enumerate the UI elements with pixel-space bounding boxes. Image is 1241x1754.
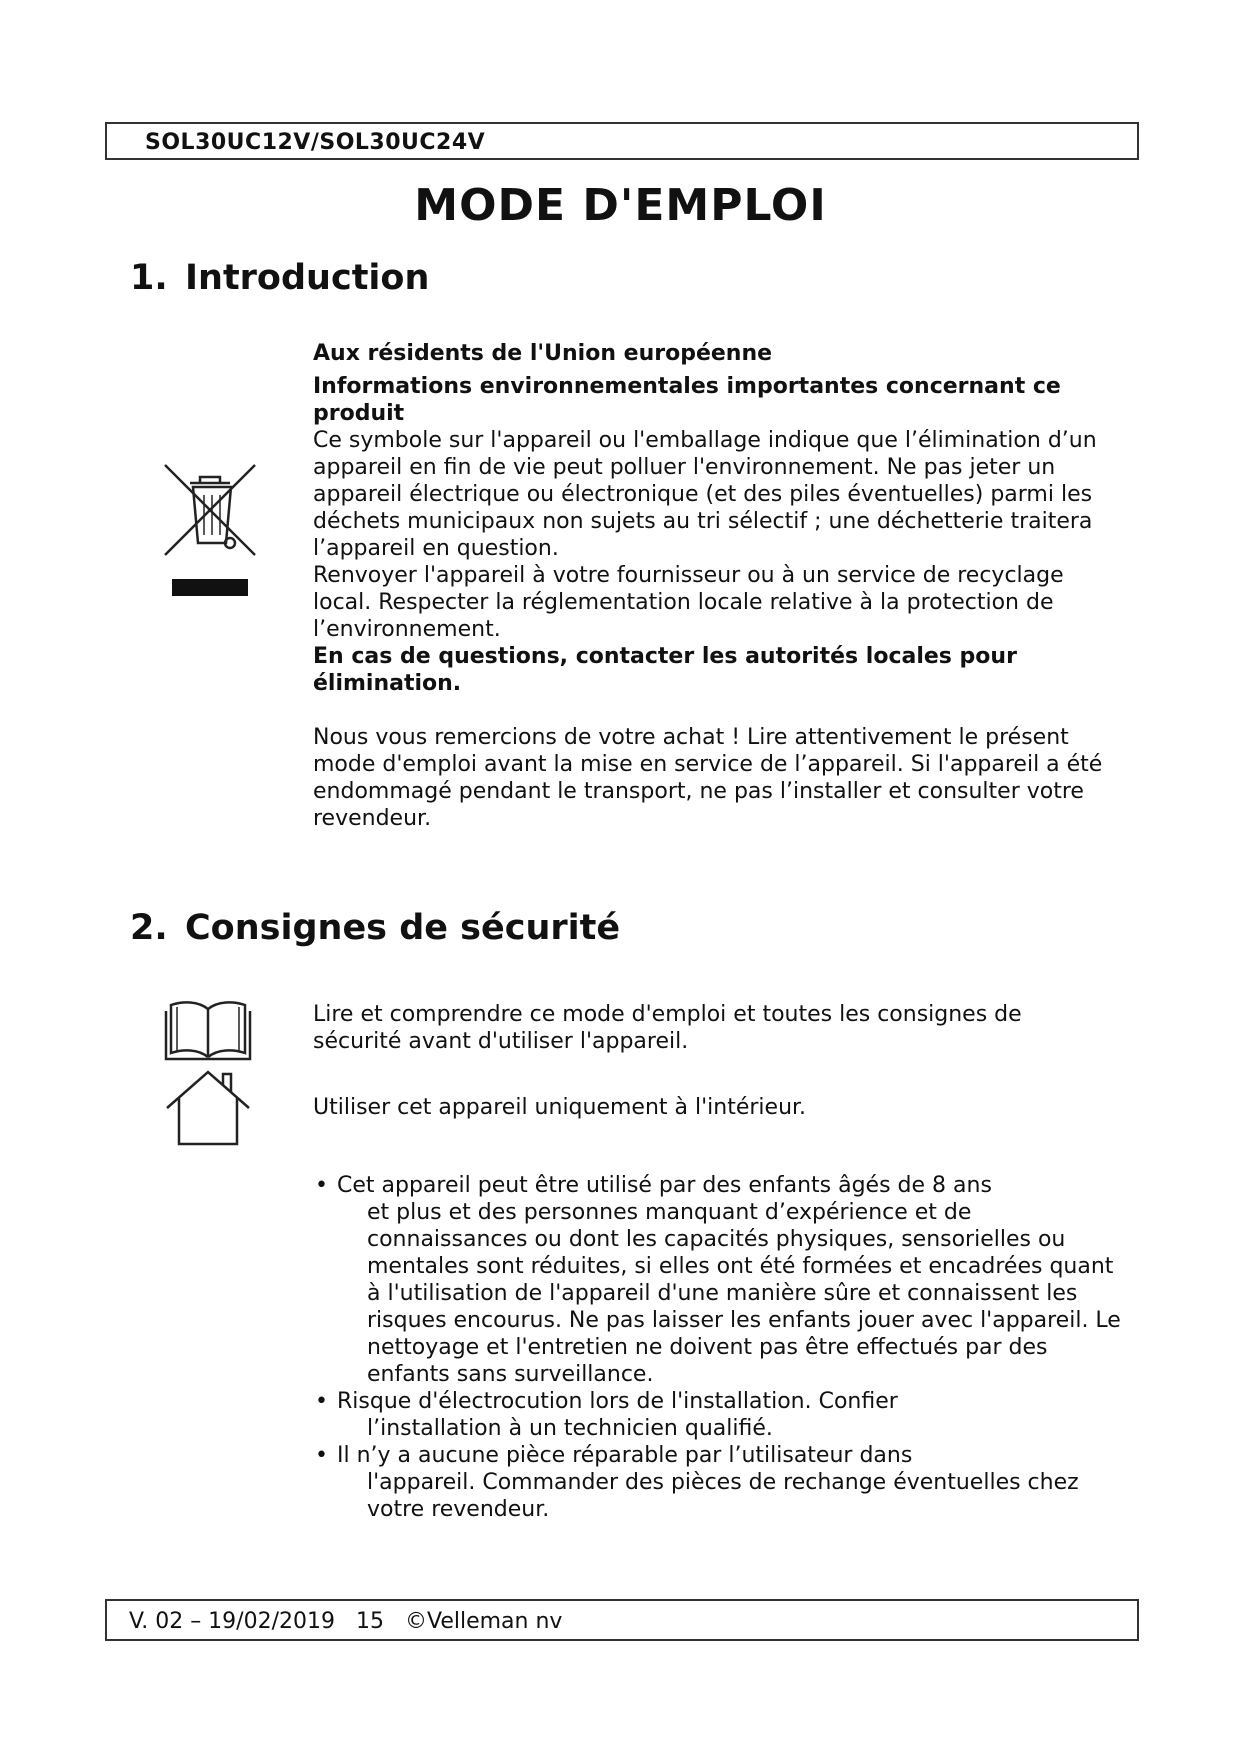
disposal-text: Ce symbole sur l'appareil ou l'emballage indique que l’élimination d’un appareil en fin de vie peut polluer l'environnement. Ne pas jeter un appareil électrique ou électronique (et des piles éventuelles) parmi les déchets municipaux non sujets au tri sélectif ; une déchetterie traitera l’appareil en question. [313, 428, 1097, 561]
bullet-continuation: l'appareil. Commander des pièces de rechange éventuelles chez votre revendeur. [367, 1470, 1079, 1522]
indoor-use-text: Utiliser cet appareil uniquement à l'intérieur. [313, 1095, 807, 1120]
section-heading-safety [130, 908, 620, 948]
list-item [313, 1442, 1133, 1523]
environment-heading: Informations environnementales importantes concernant ce produit [313, 374, 1061, 426]
page-number: 15 [355, 1609, 384, 1634]
safety-bullets [313, 1172, 1133, 1523]
thank-you-text: Nous vous remercions de votre achat ! Lire attentivement le présent mode d'emploi avant la mise en service de l’appareil. Si l'appareil a été endommagé pendant le transport, ne pas l’installer et consulter votre revendeur. [313, 725, 1103, 831]
footer-text [129, 1609, 576, 1634]
bullet-first-line: Il n’y a aucune pièce réparable par l’utilisateur dans [337, 1443, 913, 1468]
bullet-first-line: Risque d'électrocution lors de l'installation. Confier [337, 1389, 898, 1414]
eu-residents-heading: Aux résidents de l'Union européenne [313, 341, 773, 366]
house-icon [163, 1068, 253, 1148]
section-number: 2. [130, 908, 168, 948]
recycling-text: Renvoyer l'appareil à votre fournisseur ou à un service de recyclage local. Respecter la réglementation locale relative à la protection de l’environnement. [313, 563, 1064, 642]
bullet-marker: • [315, 1389, 328, 1414]
read-manual-text: Lire et comprendre ce mode d'emploi et toutes les consignes de sécurité avant d'utiliser l'appareil. [313, 1002, 1022, 1054]
section-title: Introduction [185, 258, 430, 298]
model-number: SOL30UC12V/SOL30UC24V [145, 130, 486, 155]
bullet-marker: • [315, 1173, 328, 1198]
environment-info [313, 340, 1113, 832]
section-heading-introduction [130, 258, 429, 298]
section-number: 1. [130, 258, 168, 298]
version-date: V. 02 – 19/02/2019 [129, 1609, 335, 1634]
safety-indoor [313, 1094, 1113, 1121]
list-item [313, 1388, 1133, 1442]
section-title: Consignes de sécurité [185, 908, 621, 948]
header-box [105, 122, 1139, 160]
bullet-marker: • [315, 1443, 328, 1468]
bullet-continuation: l’installation à un technicien qualifié. [367, 1416, 773, 1441]
contact-authorities-text: En cas de questions, contacter les autorités locales pour élimination. [313, 644, 1017, 696]
copyright: ©Velleman nv [404, 1609, 563, 1634]
document-title: MODE D'EMPLOI [414, 180, 827, 231]
bullet-continuation: et plus et des personnes manquant d’expérience et de connaissances ou dont les capacités physiques, sensorielles ou mentales sont réduites, si elles ont été formées et encadrées quant à l'utilisation de l'appareil d'une manière sûre et connaissent les risques encourus. Ne pas laisser les enfants jouer avec l'appareil. Le nettoyage et l'entretien ne doivent pas être effectués par des enfants sans surveillance. [367, 1200, 1121, 1387]
safety-bullet-list [313, 1172, 1133, 1523]
bullet-first-line: Cet appareil peut être utilisé par des enfants âgés de 8 ans [337, 1173, 992, 1198]
footer-box [105, 1599, 1139, 1641]
list-item [313, 1172, 1133, 1388]
safety-read-manual [313, 1001, 1113, 1055]
crossed-out-wheelie-bin-icon [160, 455, 260, 605]
open-book-icon [163, 995, 253, 1063]
